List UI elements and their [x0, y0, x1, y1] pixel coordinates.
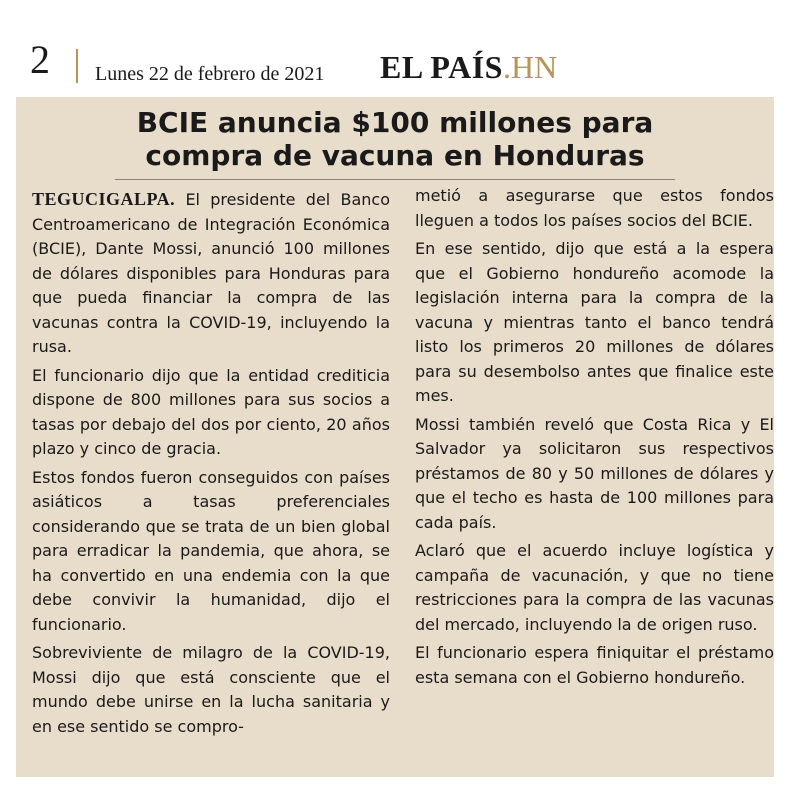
issue-date: Lunes 22 de febrero de 2021 [95, 63, 325, 85]
paragraph-text: El presidente del Banco Centroamericano de Integración Económica (BCIE), Dante Mossi, anunció 100 millones de dólares disponibles para Honduras para que pueda financiar la compra de las vacunas contra la COVID-19, incluyendo la rusa. [32, 190, 390, 356]
headline [16, 106, 774, 172]
headline-divider [115, 179, 675, 180]
article-paragraph [32, 187, 390, 360]
article-paragraph: El funcionario espera finiquitar el préstamo esta semana con el Gobierno hondureño. [415, 643, 774, 687]
article-paragraph: Estos fondos fueron conseguidos con países asiáticos a tasas preferenciales considerando que se trata de un bien global para erradicar la pandemia, que ahora, se ha convertido en una endemia con la que debe convivir la humanidad, dijo el funcionario. [32, 467, 390, 634]
page-header [0, 14, 558, 85]
article-paragraph: En ese sentido, dijo que está a la espera que el Gobierno hondureño acomode la legislación interna para la compra de la vacuna y mientras tanto el banco tendrá listo los primeros 20 millones de dólares para su desembolso antes que finalice este mes. [415, 239, 774, 405]
masthead-brand: EL PAÍS [380, 49, 503, 85]
page-number: 2 [30, 37, 50, 82]
headline-line-2: compra de vacuna en Honduras [145, 139, 645, 172]
article-box [16, 97, 774, 777]
article-paragraph: El funcionario dijo que la entidad crediticia dispone de 800 millones para sus socios a tasas por debajo del dos por ciento, 20 años plazo y cinco de gracia. [32, 365, 390, 458]
article-column-right [415, 184, 774, 694]
article-paragraph: Aclaró que el acuerdo incluye logística y campaña de vacunación, y que no tiene restricciones para la compra de las vacunas del mercado, incluyendo la de origen ruso. [415, 541, 774, 634]
masthead-tld: .HN [502, 49, 558, 85]
headline-line-1: BCIE anuncia $100 millones para [136, 106, 654, 139]
article-paragraph: metió a asegurarse que estos fondos lleguen a todos los países socios del BCIE. [415, 186, 774, 230]
article-paragraph: Mossi también reveló que Costa Rica y El Salvador ya solicitaron sus respectivos préstamos de 80 y 50 millones de dólares y que el techo es hasta de 100 millones para cada país. [415, 414, 774, 532]
article-paragraph: Sobreviviente de milagro de la COVID-19, Mossi dijo que está consciente que el mundo debe unirse en la lucha sanitaria y en ese sentido se compro- [32, 643, 390, 736]
masthead-logo [380, 50, 557, 84]
header-divider [76, 49, 78, 83]
dateline: TEGUCIGALPA. [32, 189, 176, 209]
article-column-left [32, 187, 390, 743]
